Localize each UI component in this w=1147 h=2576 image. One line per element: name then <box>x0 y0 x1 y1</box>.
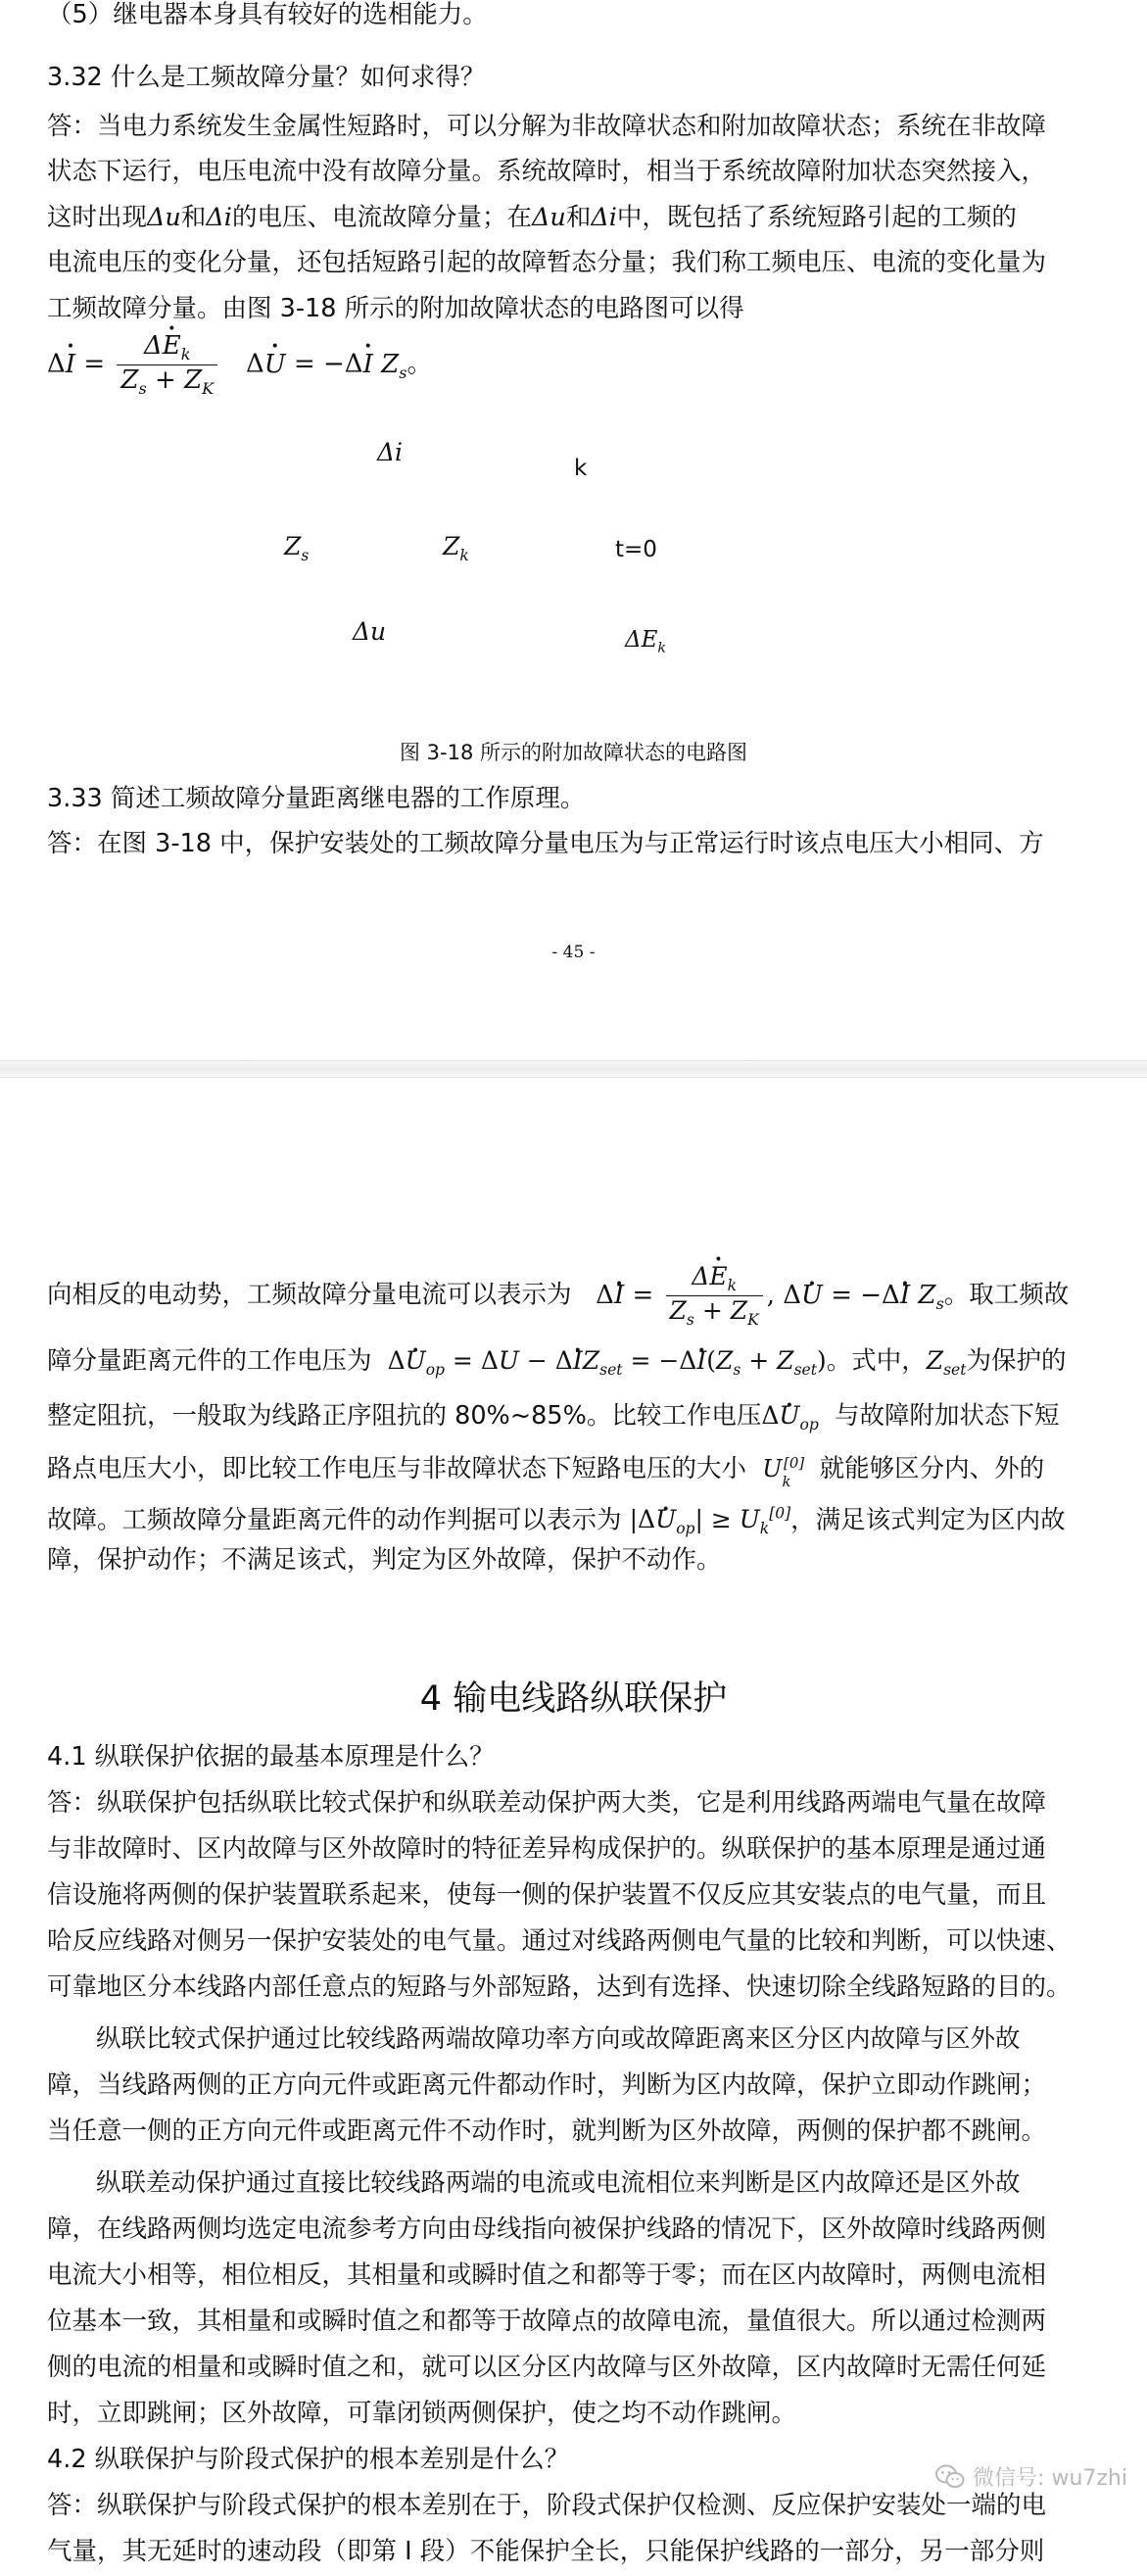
watermark-text: 微信号: wu7zhi <box>973 2466 1127 2491</box>
text-span: 中，既包括了系统短路引起的工频的 <box>616 203 1017 232</box>
paragraph-line: 时，立即跳闸；区外故障，可靠闭锁两侧保护，使之均不动作跳闸。 <box>47 2399 797 2428</box>
answer-line: 工频故障分量。由图 3-18 所示的附加故障状态的电路图可以得 <box>47 294 744 323</box>
document-page-45 <box>0 0 1147 1060</box>
text-line: 障，保护动作；不满足该式，判定为区外故障，保护不动作。 <box>47 1545 722 1575</box>
text-line: 障分量距离元件的工作电压为 Δ• $U_{op} = \Delta U$ − Δ• $IZ_{set}$ = −Δ• $I(Z_s + Z_{set})$。式中，$Z_{set}$为保护的 <box>47 1337 1100 1394</box>
text-span: 的电压、电流故障分量；在 <box>231 203 532 232</box>
circuit-label-switch-t0: t=0 <box>615 537 657 562</box>
answer-line: 气量，其无延时的速动段（即第 I 段）不能保护全长，只能保护线路的一部分，另一部分则 <box>47 2537 1045 2566</box>
math-delta-u: Δu <box>531 203 566 232</box>
question-3-32: 3.32 什么是工频故障分量？如何求得？ <box>47 63 486 92</box>
answer-line: 状态下运行，电压电流中没有故障分量。系统故障时，相当于系统故障附加状态突然接入， <box>47 157 1047 186</box>
circuit-label-delta-i: Δi <box>377 438 404 466</box>
question-4-1: 4.1 纵联保护依据的最基本原理是什么？ <box>47 1742 495 1772</box>
math-delta-i: Δi <box>591 203 617 232</box>
wechat-icon <box>935 2464 965 2490</box>
answer-line: 信设施将两侧的保护装置联系起来，使每一侧的保护装置不仅反应其安装点的电气量，而且 <box>47 1880 1047 1910</box>
text-line: 路点电压大小，即比较工作电压与非故障状态下短路电压的大小 $U_k[0]$ 就能够区分内、外的 <box>47 1454 1045 1491</box>
circuit-label-delta-e: $\Delta E_k$ <box>625 627 667 656</box>
figure-caption: 图 3-18 所示的附加故障状态的电路图 <box>399 741 747 764</box>
answer-line: 可靠地区分本线路内部任意点的短路与外部短路，达到有选择、快速切除全线路短路的目的。 <box>47 1972 1072 2002</box>
paragraph-line: 电流大小相等，相位相反，其相量和或瞬时值之和都等于零；而在区内故障时，两侧电流相 <box>47 2260 1047 2290</box>
answer-line: 哈反应线路对侧另一保护安装处的电气量。通过对线路两侧电气量的比较和判断，可以快速、 <box>47 1926 1072 1956</box>
answer-line: 电流电压的变化分量，还包括短路引起的故障暂态分量；我们称工频电压、电流的变化量为 <box>47 248 1047 277</box>
answer-line: 答：纵联保护与阶段式保护的根本差别在于，阶段式保护仅检测、反应保护安装处一端的电 <box>47 2491 1047 2520</box>
circuit-label-node-k: k <box>574 456 588 481</box>
answer-line: 答：当电力系统发生金属性短路时，可以分解为非故障状态和附加故障状态；系统在非故障 <box>47 112 1047 141</box>
circuit-label-zk: $Z_k$ <box>443 532 469 564</box>
circuit-label-zs: $Z_s$ <box>284 532 310 564</box>
page-separator <box>0 1060 1147 1078</box>
paragraph-line: 位基本一致，其相量和或瞬时值之和都等于故障点的故障电流，量值很大。所以通过检测两 <box>47 2307 1047 2336</box>
text-span: 和 <box>180 203 207 232</box>
question-4-2: 4.2 纵联保护与阶段式保护的根本差别是什么？ <box>47 2445 570 2474</box>
text-span: 这时出现 <box>47 203 148 232</box>
text-line: （5）继电器本身具有较好的选相能力。 <box>47 0 488 29</box>
answer-line: 与非故障时、区内故障与区外故障时的特征差异构成保护的。纵联保护的基本原理是通过通 <box>47 1834 1047 1864</box>
answer-line: 答：纵联保护包括纵联比较式保护和纵联差动保护两大类，它是利用线路两端电气量在故障 <box>47 1788 1047 1818</box>
paragraph-line: 障，在线路两侧均选定电流参考方向由母线指向被保护线路的情况下，区外故障时线路两侧 <box>47 2214 1047 2244</box>
chapter-heading: 4 输电线路纵联保护 <box>419 1679 728 1719</box>
paragraph-line: 障，当线路两侧的正方向元件或距离元件都动作时，判断为区内故障，保护立即动作跳闸； <box>47 2070 1047 2100</box>
circuit-label-delta-u: Δu <box>353 617 387 646</box>
question-3-33: 3.33 简述工频故障分量距离继电器的工作原理。 <box>47 784 586 813</box>
paragraph-line: 纵联差动保护通过直接比较线路两端的电流或电流相位来判断是区内故障还是区外故 <box>96 2168 1021 2198</box>
answer-line <box>47 193 1100 242</box>
page-number: - 45 - <box>551 943 596 962</box>
text-line: 故障。工频故障分量距离元件的动作判据可以表示为 |Δ• $U_{op}| \ge U_k[0]$，满足该式判定为区内故 <box>47 1489 1100 1553</box>
paragraph-line: 当任意一侧的正方向元件或距离元件不动作时，就判断为区外故障，两侧的保护都不跳闸。 <box>47 2116 1047 2146</box>
formula-fault-current: Δ• I = $\frac{\Delta• E_k}{Z_s + Z_K}$ Δ• U = −Δ• I $Z_s$。 <box>47 331 433 398</box>
paragraph-line: 侧的电流的相量和或瞬时值之和，就可以区分区内故障与区外故障，区内故障时无需任何延 <box>47 2353 1047 2382</box>
paragraph-line: 纵联比较式保护通过比较线路两端故障功率方向或故障距离来区分区内故障与区外故 <box>96 2024 1021 2054</box>
text-line: 整定阻抗，一般取为线路正序阻抗的 80%~85%。比较工作电压Δ• $U_{op}$ 与故障附加状态下短 <box>47 1391 1100 1449</box>
text-line: 向相反的电动势，工频故障分量电流可以表示为 Δ• I = $\frac{\Delta• E_k}{Z_s + Z_K}$ , Δ• U = −Δ• I $Z_s$。取工频故 <box>47 1262 1100 1329</box>
text-span: 和 <box>565 203 592 232</box>
wechat-watermark <box>935 2461 1127 2492</box>
math-delta-i: Δi <box>206 203 232 232</box>
answer-line: 答：在图 3-18 中，保护安装处的工频故障分量电压为与正常运行时该点电压大小相同、方 <box>47 829 1044 858</box>
math-delta-u: Δu <box>147 203 181 232</box>
text-span: 。 <box>406 349 433 379</box>
fraction: $\frac{\Delta• E_k}{Z_s + Z_K}$ <box>117 331 217 398</box>
